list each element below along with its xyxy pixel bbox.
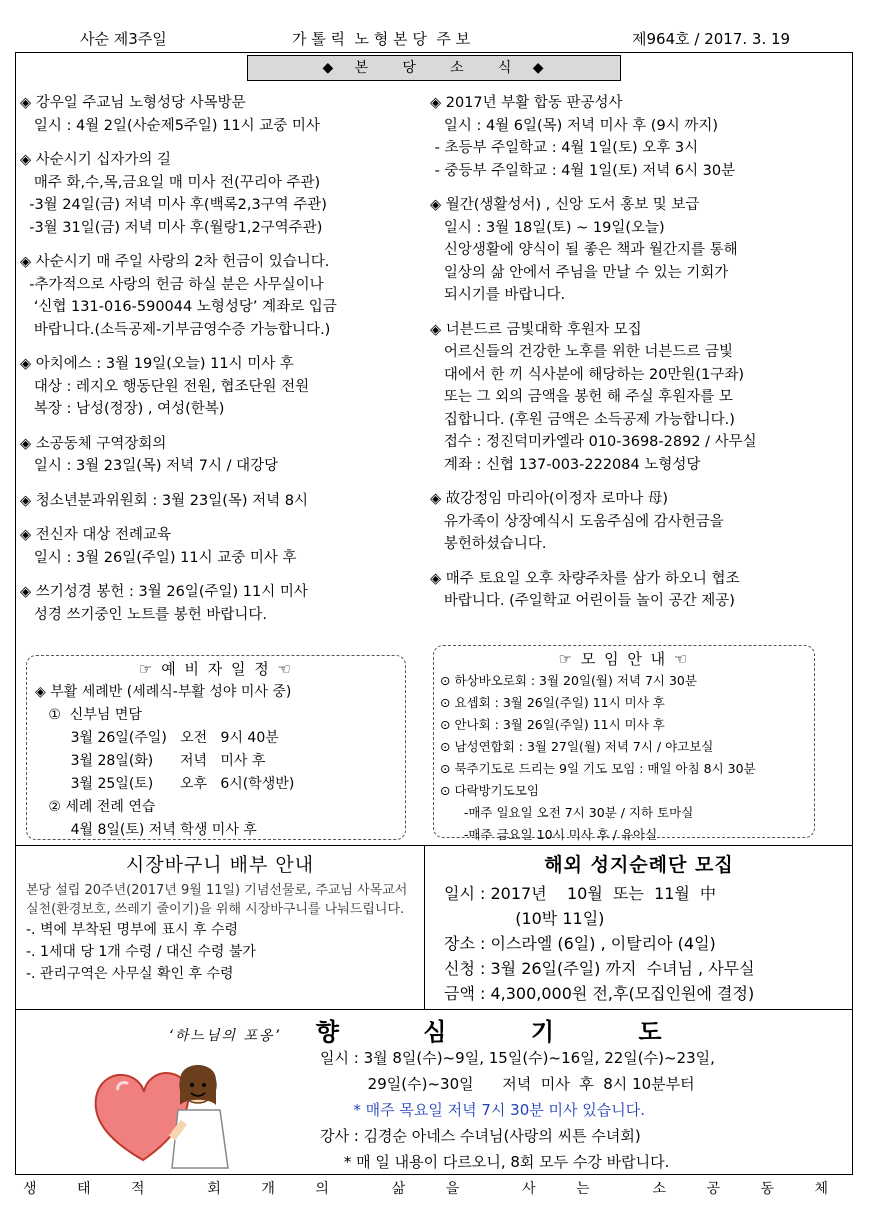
right-notice-line: - 초등부 주일학교 : 4월 1일(토) 오후 3시: [430, 140, 699, 156]
left-notice-line: 성경 쓰기중인 노트를 봉헌 바랍니다.: [20, 606, 267, 623]
bulletin-header: [0, 28, 869, 50]
right-notice-line: 일상의 삶 안에서 주님을 만날 수 있는 기회가: [430, 264, 729, 281]
left-notice-line: -3월 24일(금) 저녁 미사 후(백록2,3구역 주관): [20, 197, 327, 213]
pilgrimage-item: 금액 : 4,300,000원 전,후(모집인원에 결정): [444, 984, 755, 1003]
catechumen-line: ② 세례 전례 연습: [35, 799, 156, 815]
right-notice-line: 신앙생활에 양식이 될 좋은 책과 월간지를 통해: [430, 242, 738, 258]
left-notice: [20, 581, 420, 626]
right-notice-line: 일시 : 3월 18일(토) ~ 19일(오늘): [430, 219, 665, 236]
left-news-column: [20, 92, 420, 638]
parish-news-banner: ◆ 본 당 소 식 ◆: [247, 55, 621, 81]
right-notice: [430, 568, 850, 613]
retreat-subtitle: ‘하느님의 포옹’: [168, 1028, 281, 1044]
right-notice: [430, 194, 850, 307]
catechumen-line: 3월 28일(화) 저녁 미사 후: [35, 753, 266, 769]
left-notice-line: 매주 화,수,목,금요일 매 미사 전(꾸리아 주관): [20, 174, 321, 191]
right-notice-line: 일시 : 4월 6일(목) 저녁 미사 후 (9시 까지): [430, 117, 718, 134]
catechumen-schedule-box: [26, 655, 406, 840]
right-notice-line: 집합니다. (후원 금액은 소득공제 가능합니다.): [430, 411, 735, 428]
divider: [424, 845, 425, 1009]
right-notice-line: 바랍니다. (주일학교 어린이들 놀이 공간 제공): [430, 593, 735, 609]
left-notice-line: ◈ 청소년분과위원회 : 3월 23일(목) 저녁 8시: [20, 492, 309, 509]
liturgical-week: 사순 제3주일: [80, 30, 167, 48]
meetings-box: [433, 645, 815, 842]
right-notice-line: ◈ 너븐드르 금빛대학 후원자 모집: [430, 321, 642, 338]
jesus-heart-illustration: [88, 1050, 238, 1170]
right-notice-line: ◈ 故강정임 마리아(이정자 로마나 母): [430, 491, 668, 507]
left-notice-line: 일시 : 3월 23일(목) 저녁 7시 / 대강당: [20, 458, 279, 474]
right-news-column: [430, 92, 850, 625]
market-title: 시장바구니 배부 안내: [125, 854, 315, 876]
right-notice-line: 계좌 : 신협 137-003-222084 노형성당: [430, 456, 701, 473]
market-body: 본당 설립 20주년(2017년 9월 11일) 기념선물로, 주교님 사목교서 실천(환경보호, 쓰레기 줄이기)을 위해 시장바구니를 나눠드립니다.: [26, 883, 408, 917]
catechumen-line: ① 신부님 면담: [35, 707, 142, 723]
right-notice: [430, 488, 850, 556]
left-notice-line: ◈ 강우일 주교님 노형성당 사목방문: [20, 95, 246, 111]
right-notice-line: 유가족이 상장예식시 도움주심에 감사헌금을: [430, 513, 724, 530]
catechumen-title: ☞ 예 비 자 일 정 ☜: [139, 660, 293, 678]
retreat-line: 29일(수)~30일 저녁 미사 후 8시 10분부터: [320, 1075, 695, 1093]
left-notice-line: -추가적으로 사랑의 헌금 하실 분은 사무실이나: [20, 276, 324, 293]
meeting-line: -매주 금요일 10시 미사 후 / 유아실: [440, 827, 658, 842]
right-notice-line: 대에서 한 끼 식사분에 해당하는 20만원(1구좌): [430, 366, 744, 383]
pilgrimage-item: (10박 11일): [444, 909, 605, 928]
bulletin-title: 가 톨 릭 노 형 본 당 주 보: [292, 30, 471, 48]
left-notice-line: 복장 : 남성(정장) , 여성(한복): [20, 401, 225, 417]
market-item: -. 관리구역은 사무실 확인 후 수령: [26, 966, 234, 982]
right-notice-line: - 중등부 주일학교 : 4월 1일(토) 저녁 6시 30분: [430, 162, 736, 179]
retreat-line: 일시 : 3월 8일(수)~9일, 15일(수)~16일, 22일(수)~23일,: [320, 1049, 715, 1067]
catechumen-line: 4월 8일(토) 저녁 학생 미사 후: [35, 822, 257, 838]
left-notice-line: ◈ 사순시기 십자가의 길: [20, 152, 172, 168]
pilgrimage-item: 신청 : 3월 26일(주일) 까지 수녀님 , 사무실: [444, 959, 755, 978]
left-notice: [20, 92, 420, 137]
left-notice-line: 일시 : 4월 2일(사순제5주일) 11시 교중 미사: [20, 117, 320, 134]
retreat-line: * 매주 목요일 저녁 7시 30분 미사 있습니다.: [320, 1101, 646, 1119]
right-notice: [430, 92, 850, 182]
left-notice-line: -3월 31일(금) 저녁 미사 후(월랑1,2구역주관): [20, 219, 323, 236]
right-notice-line: ◈ 2017년 부활 합동 판공성사: [430, 95, 623, 111]
left-notice: [20, 433, 420, 478]
catechumen-line: ◈ 부활 세례반 (세례식-부활 성야 미사 중): [35, 684, 292, 700]
left-notice-line: 대상 : 레지오 행동단원 전원, 협조단원 전원: [20, 378, 310, 395]
right-notice-line: 봉헌하셨습니다.: [430, 536, 547, 552]
market-item: -. 벽에 부착된 명부에 표시 후 수령: [26, 922, 239, 938]
meetings-title: ☞ 모 임 안 내 ☜: [558, 650, 690, 668]
right-notice-line: 되시기를 바랍니다.: [430, 287, 566, 303]
left-notice-line: ◈ 쓰기성경 봉헌 : 3월 26일(주일) 11시 미사: [20, 584, 308, 600]
market-basket-section: [16, 846, 424, 1008]
retreat-details: [320, 1045, 715, 1175]
right-notice: [430, 319, 850, 477]
meeting-line: ⊙ 하상바오로회 : 3월 20일(월) 저녁 7시 30분: [440, 673, 697, 688]
catechumen-line: 3월 26일(주일) 오전 9시 40분: [35, 730, 279, 746]
pilgrimage-item: 일시 : 2017년 10월 또는 11월 中: [444, 884, 717, 903]
left-notice-line: 바랍니다.(소득공제-기부금영수증 가능합니다.): [20, 321, 331, 338]
left-notice: [20, 524, 420, 569]
meeting-line: ⊙ 묵주기도로 드리는 9일 기도 모임 : 매일 아침 8시 30분: [440, 761, 756, 776]
retreat-heading: [16, 1012, 852, 1044]
right-notice-line: 또는 그 외의 금액을 봉헌 해 주실 후원자를 모: [430, 389, 733, 405]
meeting-line: ⊙ 안나회 : 3월 26일(주일) 11시 미사 후: [440, 717, 665, 732]
meeting-line: -매주 일요일 오전 7시 30분 / 지하 토마실: [440, 805, 694, 820]
left-notice-line: ◈ 사순시기 매 주일 사랑의 2차 헌금이 있습니다.: [20, 254, 330, 270]
meeting-line: ⊙ 남성연합회 : 3월 27일(월) 저녁 7시 / 야고보실: [440, 739, 714, 754]
issue-number-date: 제964호 / 2017. 3. 19: [632, 30, 791, 48]
pilgrimage-item: 장소 : 이스라엘 (6일) , 이탈리아 (4일): [444, 934, 716, 953]
left-notice-line: ◈ 아치에스 : 3월 19일(오늘) 11시 미사 후: [20, 356, 294, 372]
left-notice-line: ◈ 전신자 대상 전례교육: [20, 527, 172, 543]
retreat-line: 강사 : 김경순 아네스 수녀님(사랑의 씨튼 수녀회): [320, 1127, 641, 1145]
left-notice: [20, 149, 420, 239]
retreat-title: 향 심 기 도: [315, 1018, 700, 1046]
left-notice-line: ‘신협 131-016-590044 노형성당’ 계좌로 입금: [20, 299, 337, 315]
parish-motto: 생 태 적 회 개 의 삶 을 사 는 소 공 동 체: [23, 1181, 846, 1197]
right-notice-line: 어르신들의 건강한 노후를 위한 너븐드르 금빛: [430, 344, 734, 360]
left-notice-line: 일시 : 3월 26일(주일) 11시 교중 미사 후: [20, 549, 297, 566]
retreat-line: * 매 일 내용이 다르오니, 8회 모두 수강 바랍니다.: [320, 1153, 670, 1171]
pilgrimage-title: 해외 성지순례단 모집: [544, 854, 734, 876]
left-notice: [20, 251, 420, 341]
left-notice-line: ◈ 소공동체 구역장회의: [20, 435, 167, 452]
right-notice-line: ◈ 월간(생활성서) , 신앙 도서 홍보 및 보급: [430, 197, 700, 213]
divider: [16, 1009, 853, 1010]
left-notice: [20, 490, 420, 513]
market-item: -. 1세대 당 1개 수령 / 대신 수령 불가: [26, 944, 256, 960]
pilgrimage-section: [426, 846, 852, 1008]
meeting-line: ⊙ 다락방기도모임: [440, 783, 539, 798]
right-notice-line: 접수 : 정진덕미카엘라 010-3698-2892 / 사무실: [430, 434, 757, 450]
left-notice: [20, 353, 420, 421]
right-notice-line: ◈ 매주 토요일 오후 차량주차를 삼가 하오니 협조: [430, 570, 740, 587]
catechumen-line: 3월 25일(토) 오후 6시(학생반): [35, 776, 295, 792]
meeting-line: ⊙ 요셉회 : 3월 26일(주일) 11시 미사 후: [440, 695, 665, 710]
